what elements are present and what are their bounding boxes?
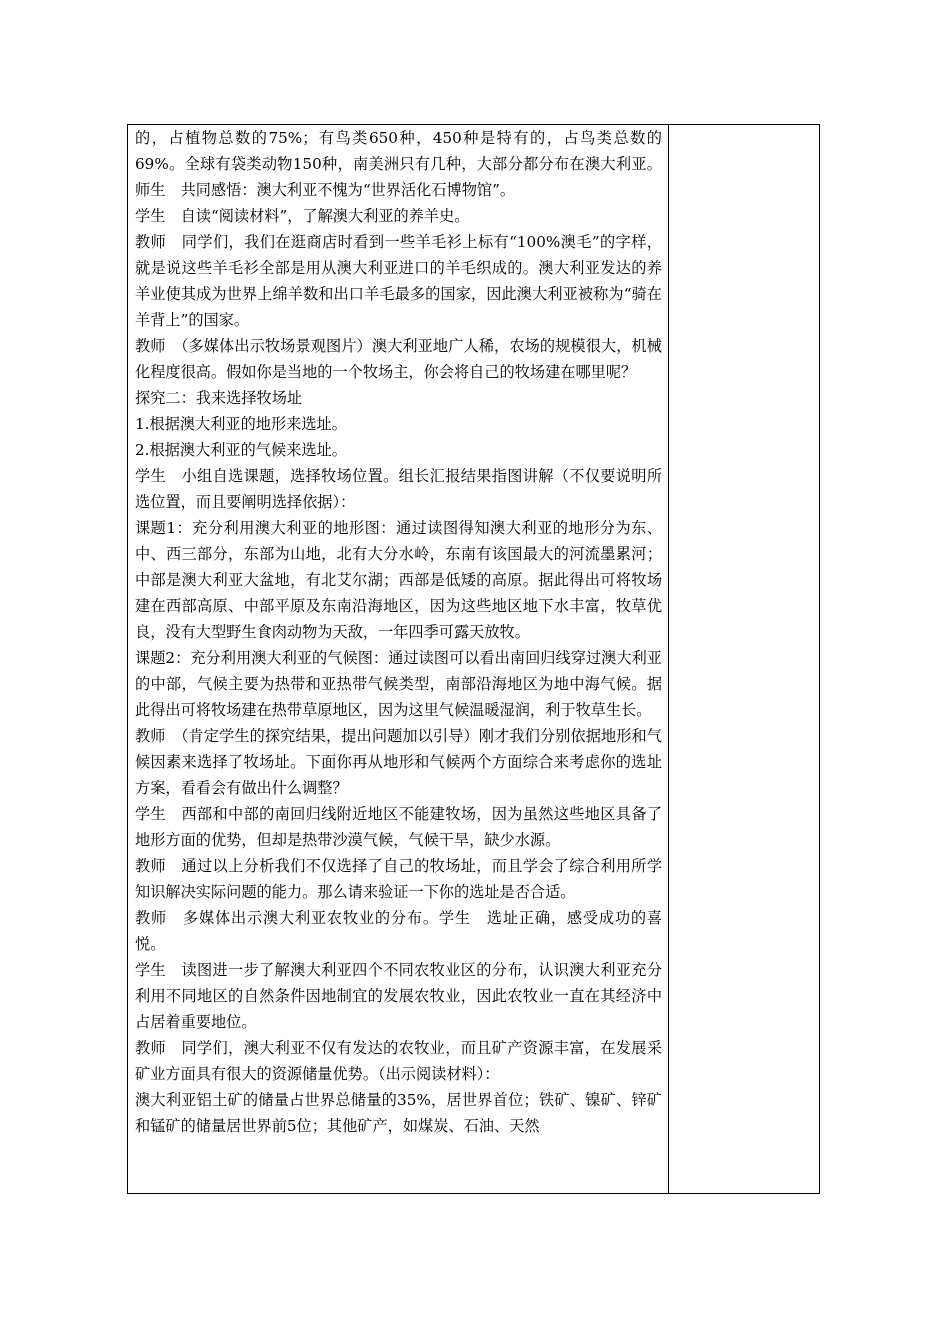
- paragraph: 教师 通过以上分析我们不仅选择了自己的牧场址，而且学会了综合利用所学知识解决实际问题的能力。那么请来验证一下你的选址是否合适。: [135, 857, 662, 901]
- list-item: 1.根据澳大利亚的地形来选址。: [135, 415, 347, 433]
- paragraph: 的，占植物总数的75%；有鸟类650种，450种是特有的，占鸟类总数的69%。全球有袋类动物150种，南美洲只有几种，大部分都分布在澳大利亚。师生 共同感悟：澳大利亚不愧为“世界活化石博物馆”。: [135, 129, 662, 199]
- paragraph: 教师 （肯定学生的探究结果，提出问题加以引导）刚才我们分别依据地形和气候因素来选择了牧场址。下面你再从地形和气候两个方面综合来考虑你的选址方案，看看会有做出什么调整？: [135, 727, 662, 797]
- list-item: 2.根据澳大利亚的气候来选址。: [135, 441, 347, 459]
- paragraph: 课题2：充分利用澳大利亚的气候图：通过读图可以看出南回归线穿过澳大利亚的中部，气候主要为热带和亚热带气候类型，南部沿海地区为地中海气候。据此得出可将牧场建在热带草原地区，因为这里气候温暖湿润，利于牧草生长。: [135, 649, 662, 719]
- paragraph: 学生 西部和中部的南回归线附近地区不能建牧场，因为虽然这些地区具备了地形方面的优势，但却是热带沙漠气候，气候干旱，缺少水源。: [135, 805, 662, 849]
- paragraph: 教师 同学们，我们在逛商店时看到一些羊毛衫上标有“100%澳毛”的字样，就是说这些羊毛衫全部是用从澳大利亚进口的羊毛织成的。澳大利亚发达的养羊业使其成为世界上绵羊数和出口羊毛最多的国家，因此澳大利亚被称为“骑在羊背上”的国家。: [135, 233, 662, 329]
- table-row: [128, 125, 820, 1194]
- lesson-content-cell: [128, 125, 669, 1194]
- paragraph: 教师 （多媒体出示牧场景观图片）澳大利亚地广人稀，农场的规模很大，机械化程度很高。假如你是当地的一个牧场主，你会将自己的牧场建在哪里呢？: [135, 337, 662, 381]
- paragraph: 学生 自读“阅读材料”，了解澳大利亚的养羊史。: [135, 207, 470, 225]
- lesson-plan-table: [127, 124, 820, 1194]
- paragraph: 学生 读图进一步了解澳大利亚四个不同农牧业区的分布，认识澳大利亚充分利用不同地区的自然条件因地制宜的发展农牧业，因此农牧业一直在其经济中占居着重要地位。: [135, 961, 662, 1031]
- paragraph: 澳大利亚铝土矿的储量占世界总储量的35%，居世界首位；铁矿、镍矿、锌矿和锰矿的储量居世界前5位；其他矿产，如煤炭、石油、天然: [135, 1091, 662, 1135]
- paragraph: 教师 同学们，澳大利亚不仅有发达的农牧业，而且矿产资源丰富，在发展采矿业方面具有很大的资源储量优势。（出示阅读材料）：: [135, 1039, 662, 1083]
- paragraph: 学生 小组自选课题，选择牧场位置。组长汇报结果指图讲解（不仅要说明所选位置，而且要阐明选择依据）：: [135, 467, 662, 511]
- paragraph: 课题1：充分利用澳大利亚的地形图：通过读图得知澳大利亚的地形分为东、中、西三部分，东部为山地，北有大分水岭，东南有该国最大的河流墨累河；中部是澳大利亚大盆地，有北艾尔湖；西部是低矮的高原。据此得出可将牧场建在西部高原、中部平原及东南沿海地区，因为这些地区地下水丰富，牧草优良，没有大型野生食肉动物为天敌，一年四季可露天放牧。: [135, 519, 662, 641]
- side-notes-cell: [669, 125, 820, 1194]
- section-heading: 探究二：我来选择牧场址: [135, 389, 303, 407]
- lesson-text: [128, 125, 668, 1139]
- paragraph: 教师 多媒体出示澳大利亚农牧业的分布。学生 选址正确，感受成功的喜悦。: [135, 909, 662, 953]
